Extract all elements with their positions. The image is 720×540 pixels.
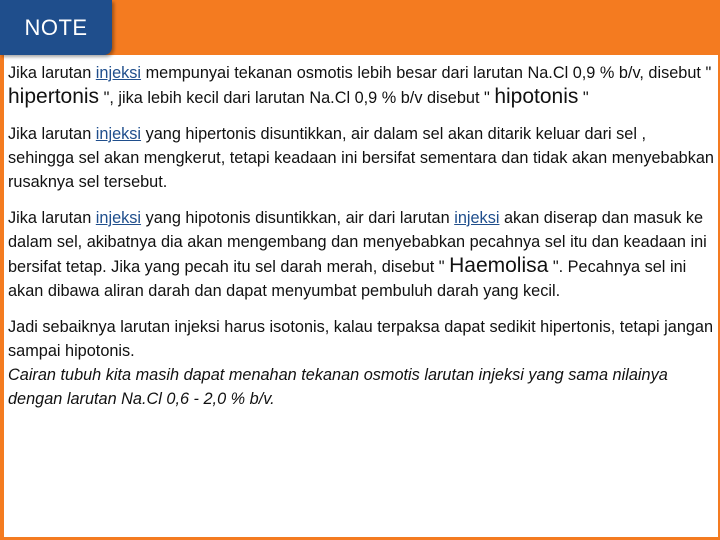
text: ". Pecahnya sel ini akan dibawa aliran darah dan dapat menyumbat pembuluh darah yang kecil. bbox=[8, 258, 687, 300]
text: Jadi sebaiknya larutan injeksi harus isotonis, kalau terpaksa dapat sedikit hipertonis, tetapi jangan sampai hipotonis. bbox=[8, 318, 714, 360]
link-injeksi[interactable]: injeksi bbox=[95, 64, 142, 82]
paragraph-3 bbox=[8, 206, 714, 303]
text: Jika larutan bbox=[8, 125, 96, 143]
term-hipotonis: hipotonis bbox=[494, 85, 579, 108]
text: " bbox=[578, 89, 589, 107]
text: ", jika lebih kecil dari larutan Na.Cl 0,9 % b/v disebut " bbox=[99, 89, 495, 107]
text: Jika larutan bbox=[8, 209, 96, 227]
term-haemolisa: Haemolisa bbox=[449, 254, 549, 277]
italic-note: Cairan tubuh kita masih dapat menahan tekanan osmotis larutan injeksi yang sama nilainya dengan larutan Na.Cl 0,6 - 2,0 % b/v. bbox=[8, 366, 668, 408]
text: akan diserap dan masuk ke dalam sel, akibatnya dia akan mengembang dan menyebabkan pecahnya sel itu dan keadaan ini bersifat tetap. Jika yang pecah itu sel darah merah, disebut " bbox=[8, 209, 707, 276]
paragraph-4 bbox=[8, 315, 714, 411]
slide-content bbox=[8, 61, 714, 423]
text: mempunyai tekanan osmotis lebih besar dari larutan Na.Cl 0,9 % b/v, disebut " bbox=[141, 64, 712, 82]
link-injeksi[interactable]: injeksi bbox=[95, 209, 142, 227]
link-injeksi[interactable]: injeksi bbox=[454, 209, 500, 227]
note-badge: NOTE bbox=[0, 0, 112, 55]
text: yang hipertonis disuntikkan, air dalam sel akan ditarik keluar dari sel , sehingga sel akan mengkerut, tetapi keadaan ini bersifat sementara dan tidak akan menyebabkan rusaknya sel tersebut. bbox=[8, 125, 714, 191]
left-border bbox=[0, 55, 4, 540]
paragraph-1 bbox=[8, 61, 714, 110]
link-injeksi[interactable]: injeksi bbox=[95, 125, 142, 143]
term-hipertonis: hipertonis bbox=[8, 85, 100, 108]
text: yang hipotonis disuntikkan, air dari larutan bbox=[141, 209, 455, 227]
paragraph-2 bbox=[8, 122, 714, 194]
text: Jika larutan bbox=[8, 64, 96, 82]
